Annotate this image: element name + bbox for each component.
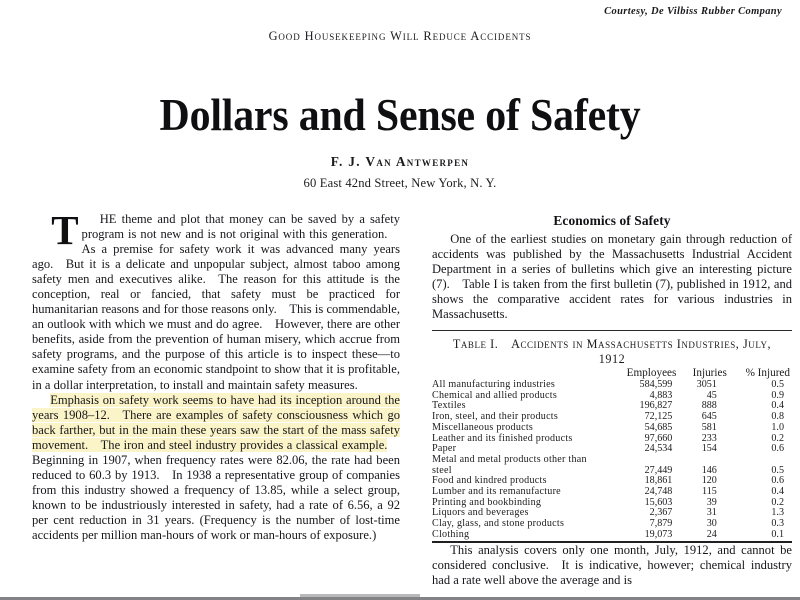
scan-edge-artifact-light: [300, 594, 420, 597]
cell-pct-injured: 0.6: [771, 443, 784, 455]
courtesy-credit: Courtesy, De Vilbiss Rubber Company: [604, 6, 782, 17]
running-head: Good Housekeeping Will Reduce Accidents: [268, 29, 532, 43]
table-caption-line2: 1912: [598, 351, 626, 366]
col-header-injuries: Injuries: [692, 367, 727, 380]
cell-pct-injured: 0.4: [771, 400, 784, 412]
cell-pct-injured: 0.2: [771, 496, 784, 508]
cell-injuries: 120: [701, 475, 717, 487]
cell-pct-injured: 0.2: [771, 432, 784, 444]
cell-employees: 15,603: [644, 496, 673, 508]
table-top-rule: [432, 330, 792, 331]
cell-pct-injured: [737, 455, 792, 466]
cell-pct-injured: 0.9: [771, 389, 784, 401]
cell-pct-injured: 0.1: [771, 528, 784, 540]
table-caption: [432, 337, 792, 366]
cell-employees: 24,748: [644, 486, 673, 498]
cell-pct-injured: 0.6: [771, 475, 784, 487]
cell-pct-injured: 0.5: [771, 378, 784, 390]
cell-injuries: 31: [706, 507, 717, 519]
col-header-pct-injured: % Injured: [745, 367, 790, 380]
section-heading-economics: Economics of Safety: [553, 213, 671, 228]
table-row: [432, 423, 792, 434]
right-column: [432, 212, 792, 588]
cell-injuries: 645: [701, 411, 717, 423]
cell-pct-injured: 0.3: [771, 518, 784, 530]
author-byline: F. J. Van Antwerpen: [330, 154, 470, 169]
cell-injuries: 115: [702, 486, 717, 498]
cell-industry: Textiles: [432, 400, 466, 412]
paragraph-inception: [32, 393, 400, 543]
cell-industry: Miscellaneous products: [432, 421, 534, 433]
cell-injuries: 154: [701, 443, 717, 455]
cell-injuries: 888: [701, 400, 717, 412]
cell-injuries: 45: [706, 389, 717, 401]
cell-injuries: 581: [701, 421, 717, 433]
table-row: [432, 391, 792, 402]
cell-employees: 24,534: [644, 443, 673, 455]
cell-injuries: 3051: [696, 378, 717, 390]
drop-cap-letter: T: [51, 207, 79, 253]
left-column: [32, 207, 400, 543]
cell-industry: Paper: [432, 443, 457, 455]
author-address: 60 East 42nd Street, New York, N. Y.: [303, 176, 497, 190]
cell-industry: Liquors and beverages: [432, 507, 529, 519]
cell-injuries: 146: [701, 464, 717, 476]
cell-industry: All manufacturing industries: [432, 378, 556, 390]
table-row: [432, 519, 792, 530]
paragraph-earliest-studies: [432, 232, 792, 322]
paragraph-earliest-studies-text: One of the earliest studies on monetary gain through reduction of accidents was published by the Massachusetts Industrial Accident Department in a series of bulletins which give an interesting picture (7). Table I is taken from the first bulletin (7), published in 1912, and shows the comparative accident rates for various industries in Massachusetts.: [432, 232, 792, 322]
cell-industry: Metal and metal products other than: [432, 453, 587, 465]
cell-employees: [616, 455, 685, 466]
cell-injuries: 24: [706, 528, 717, 540]
paragraph-analysis-text: This analysis covers only one month, July, 1912, and cannot be considered conclusive. It is indicative, however; chemical industry had a rate well above the average and is: [432, 542, 792, 587]
cell-employees: 54,685: [644, 421, 673, 433]
paragraph-inception-rest: Beginning in 1907, when frequency rates were 82.06, the rate had been reduced to 60.3 by 1913. In 1938 a representative group of companies from this industry showed a frequency of 13.85, while a select group, known to be industriously interested in safety, had a rate of 6.56, a 92 per cent reduction in 31 years. (Frequency is the number of lost-time accidents per million man-hours of work or man-hours of exposure.): [32, 437, 400, 542]
cell-injuries: 30: [706, 518, 717, 530]
cell-employees: 27,449: [644, 464, 673, 476]
highlighted-text: Emphasis on safety work seems to have had its inception around the years 1908–12. There are examples of safety consciousness which go back farther, but in the main these years saw the start of the mass safety movement. The iron and steel industry provides a classical example.: [32, 392, 400, 452]
cell-employees: 19,073: [644, 528, 673, 540]
cell-industry: Clay, glass, and stone products: [432, 518, 565, 530]
cell-pct-injured: 1.0: [771, 421, 784, 433]
accidents-table-body: [432, 380, 792, 541]
cell-industry: Iron, steel, and their products: [432, 411, 559, 423]
cell-industry: Lumber and its remanufacture: [432, 486, 561, 498]
cell-employees: 4,883: [649, 389, 673, 401]
cell-employees: 97,660: [644, 432, 673, 444]
cell-employees: 7,879: [649, 518, 673, 530]
table-row: [432, 455, 792, 466]
cell-employees: 584,599: [639, 378, 673, 390]
cell-industry: Chemical and allied products: [432, 389, 558, 401]
accidents-table: [432, 368, 792, 540]
cell-injuries: [684, 455, 736, 466]
table-row: [432, 530, 792, 541]
page-title: Dollars and Sense of Safety: [159, 90, 641, 141]
cell-industry: Printing and bookbinding: [432, 496, 542, 508]
cell-employees: 18,861: [644, 475, 673, 487]
cell-pct-injured: 0.8: [771, 411, 784, 423]
paragraph-intro: [32, 207, 400, 393]
table-block: [432, 330, 792, 542]
cell-employees: 2,367: [649, 507, 673, 519]
cell-pct-injured: 1.3: [771, 507, 784, 519]
cell-injuries: 233: [701, 432, 717, 444]
cell-industry: Food and kindred products: [432, 475, 547, 487]
cell-employees: 72,125: [644, 411, 673, 423]
table-row: [432, 434, 792, 445]
cell-pct-injured: 0.4: [771, 486, 784, 498]
paragraph-intro-text: HE theme and plot that money can be saved by a safety program is not new and is not original with this generation. As a premise for safety work it was advanced many years ago. But it is a delicate and unpopular subject, almost taboo among safety men and executives alike. The reason for this attitude is the conception, real or fancied, that safety must be practiced for humanitarian reasons and for those reasons only. This is commendable, an outlook with which we must and do agree. However, there are other benefits, aside from the prevention of human misery, which accrue from safety programs, and the purpose of this article is to inspect these—to examine safety from an economic standpoint to show that it is profitable, in a dollar interpretation, to install and maintain safety measures.: [32, 212, 400, 392]
paragraph-analysis: [432, 543, 792, 588]
cell-pct-injured: 0.5: [771, 464, 784, 476]
table-caption-line1: Table I. Accidents in Massachusetts Industries, July,: [452, 337, 772, 352]
cell-injuries: 39: [706, 496, 717, 508]
cell-industry: Leather and its finished products: [432, 432, 573, 444]
cell-employees: 196,827: [639, 400, 673, 412]
cell-industry: steel: [432, 464, 452, 476]
col-header-employees: Employees: [626, 367, 677, 380]
cell-industry: Clothing: [432, 528, 470, 540]
